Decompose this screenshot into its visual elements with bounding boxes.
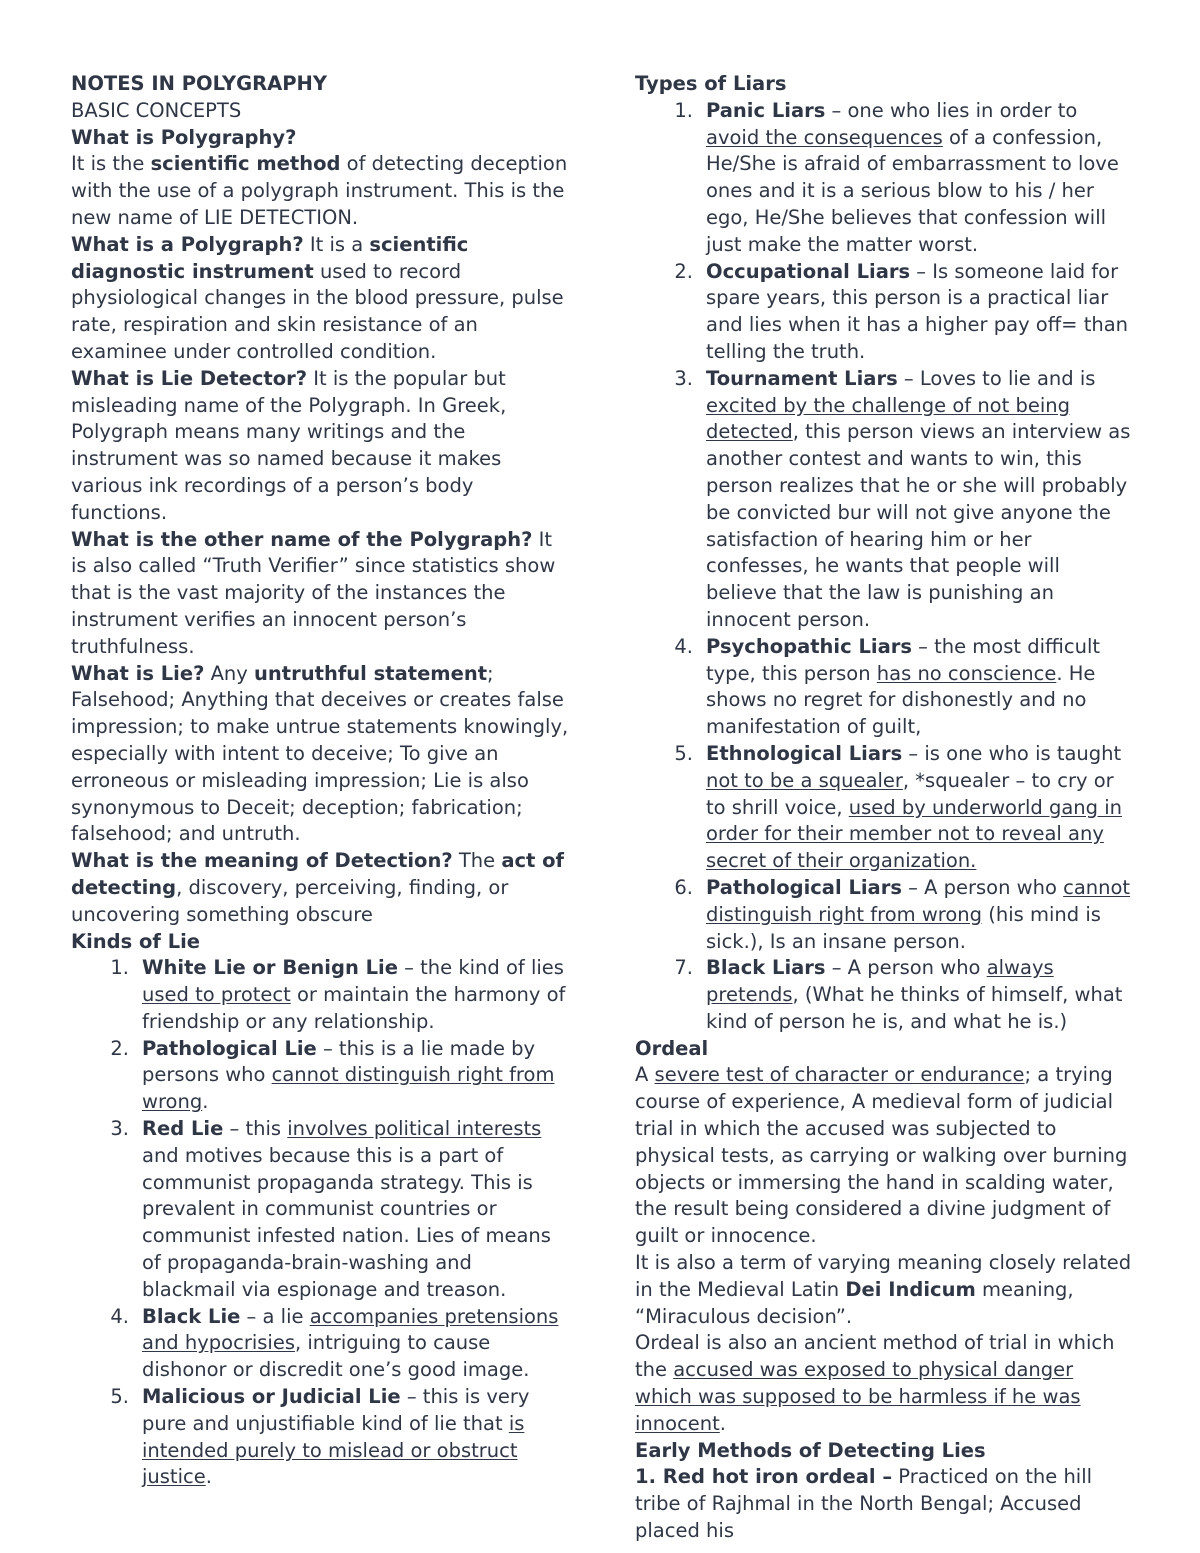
list-number: 3. [110, 1117, 129, 1141]
text-run: A [635, 1063, 655, 1087]
bold-text: What is the other name of the Polygraph? [71, 527, 533, 551]
bold-text: Types of Liars [635, 72, 787, 95]
text-run: . [719, 1411, 726, 1435]
list-number: 2. [110, 1036, 129, 1060]
text-run: – the most difficult type, this person [706, 634, 1101, 685]
paragraph [635, 1062, 1135, 1250]
underlined-text: involves political interests [287, 1117, 542, 1141]
underlined-text: avoid the consequences [706, 125, 943, 149]
text-run: and motives because this is a part of communist propaganda strategy. This is prevalent in communist countries or communist infested nation. Lies of means of propaganda-brain-washing and blackmail via espionage and treason. [142, 1143, 551, 1301]
bold-text: Early Methods of Detecting Lies [635, 1438, 986, 1462]
text-run: – Loves to lie and is [897, 366, 1096, 390]
list-item [635, 98, 1135, 259]
underlined-text: cannot distinguish right from wrong [142, 1063, 555, 1114]
text-run: – is one who is taught [902, 741, 1122, 765]
text-run: – a lie [240, 1304, 310, 1328]
list-item [635, 875, 1135, 955]
text-run: , intriguing to cause dishonor or discredit one’s good image. [142, 1331, 530, 1382]
underlined-text: accompanies pretensions and hypocrisies [142, 1304, 559, 1355]
paragraph [71, 661, 571, 849]
text-run: It is the [71, 152, 151, 176]
list-item [635, 366, 1135, 634]
bold-text: Occupational Liars [706, 259, 911, 283]
document-title: NOTES IN POLYGRAPHY [71, 72, 327, 95]
list-number: 6. [674, 875, 693, 899]
underlined-text: always pretends [706, 956, 1054, 1007]
list-number: 3. [674, 366, 693, 390]
section-heading [71, 125, 571, 152]
bold-text: Black Lie [142, 1304, 241, 1328]
text-run: or maintain the harmony of friendship or any relationship. [142, 983, 566, 1033]
list-number: 7. [674, 956, 693, 980]
underlined-text: cannot distinguish right from wrong [706, 875, 1131, 926]
bold-text: Black Liars [706, 956, 826, 980]
text-run: – the kind of lies [397, 956, 564, 980]
paragraph [71, 366, 571, 527]
list-item [71, 1036, 571, 1116]
bold-text: Panic Liars [706, 98, 826, 122]
bold-text: Pathological Liars [706, 875, 902, 899]
underlined-text: accused was exposed to physical danger which was supposed to be harmless if he was innocent [635, 1358, 1081, 1435]
section-heading [71, 929, 571, 956]
text-run: . [205, 1465, 212, 1489]
text-run: ; Falsehood; Anything that deceives or creates false impression; to make untrue statements knowingly, especially with intent to deceive; To give an erroneous or misleading impression; Lie is also synonymous to Deceit; deception; fabrication; falsehood; and untruth. [71, 661, 569, 846]
text-run: – this is very pure and unjustifiable kind of lie that [142, 1385, 530, 1435]
text-run: meaning, “Miraculous decision”. [635, 1277, 1074, 1328]
bold-text: untruthful statement [254, 661, 488, 685]
paragraph [635, 1330, 1135, 1437]
text-run: , (What he thinks of himself, what kind of person he is, and what he is.) [706, 983, 1123, 1033]
text-run: It is the popular but misleading name of the Polygraph. In Greek, Polygraph means many writings and the instrument was so named because it makes various ink recordings of a person’s body functions. [71, 366, 507, 524]
paragraph [71, 232, 571, 366]
bold-text: Ordeal [635, 1036, 709, 1060]
text-run: , this person views an interview as another contest and wants to win, this person realizes that he or she will probably be convicted bur will not give anyone the satisfaction of hearing him or her confesses, he wants that people will believe that the law is punishing an innocent person. [706, 420, 1131, 631]
text-run: . He shows no regret for dishonestly and no manifestation of guilt, [706, 661, 1096, 739]
bold-text: Red Lie [142, 1117, 224, 1141]
text-run: of detecting deception with the use of a polygraph instrument. This is the new name of LIE DETECTION. [71, 152, 568, 229]
text-run: – A person who [901, 875, 1064, 899]
text-run: – this is a lie made by persons who [142, 1036, 536, 1087]
bold-text: Psychopathic Liars [706, 634, 912, 658]
bold-text: Ethnological Liars [706, 741, 903, 765]
paragraph [635, 1250, 1135, 1330]
bold-text: White Lie or Benign Lie [142, 956, 398, 980]
paragraph [71, 151, 571, 231]
bold-text: Tournament Liars [706, 366, 898, 390]
document-subtitle: BASIC CONCEPTS [71, 98, 242, 122]
list-number: 1. [674, 98, 693, 122]
text-run: The [452, 849, 502, 873]
bold-text: 1. Red hot iron ordeal – [635, 1465, 893, 1489]
list-number: 5. [110, 1385, 129, 1409]
list-item [635, 259, 1135, 366]
bold-text: What is the meaning of Detection? [71, 849, 453, 873]
text-run: – Is someone laid for spare years, this person is a practical liar and lies when it has a higher pay off= than telling the truth. [706, 259, 1129, 363]
bold-text: Malicious or Judicial Lie [142, 1385, 401, 1409]
text-run: Ordeal is also an ancient method of trial in which the [635, 1331, 1115, 1382]
list-number: 5. [674, 741, 693, 765]
text-run: – this [223, 1117, 288, 1141]
text-run: , discovery, perceiving, finding, or uncovering something obscure [71, 875, 509, 926]
bold-text: scientific method [150, 152, 341, 176]
text-run: Practiced on the hill tribe of Rajhmal in the North Bengal; Accused placed his [635, 1465, 1093, 1543]
right-column [635, 71, 1135, 1545]
bold-text: scientific diagnostic instrument [71, 232, 469, 283]
text-run: ; a trying course of experience, A medieval form of judicial trial in which the accused was subjected to physical tests, as carrying or walking over burning objects or immersing the hand in scalding water, the result being considered a divine judgment of guilt or innocence. [635, 1063, 1128, 1248]
section-heading [635, 1036, 1135, 1063]
right-column-content [635, 71, 1135, 1545]
list-number: 1. [110, 956, 129, 980]
bold-text: What is Polygraphy? [71, 125, 297, 149]
left-column-content [71, 125, 571, 1492]
text-run: – A person who [825, 956, 987, 980]
numbered-list [635, 98, 1135, 1036]
section-heading [635, 71, 1135, 98]
list-number: 4. [674, 634, 693, 658]
text-run: It is a [303, 232, 370, 256]
bold-text: Pathological Lie [142, 1036, 317, 1060]
list-number: 4. [110, 1304, 129, 1328]
text-run: used to record physiological changes in the blood pressure, pulse rate, respiration and skin resistance of an examinee under controlled condition. [71, 259, 564, 363]
list-item [71, 1116, 571, 1304]
underlined-text: has no conscience [876, 661, 1057, 685]
bold-text: What is Lie? [71, 661, 205, 685]
bold-text: Dei Indicum [845, 1277, 976, 1301]
text-run: of a confession, He/She is afraid of embarrassment to love ones and it is a serious blow to his / her ego, He/She believes that confession will just make the matter worst. [706, 125, 1119, 256]
left-column [71, 71, 571, 1491]
paragraph [71, 527, 571, 661]
bold-text: act of detecting [71, 849, 565, 899]
text-run: It is also a term of varying meaning closely related in the Medieval Latin [635, 1251, 1132, 1301]
paragraph [71, 848, 571, 928]
text-run: It is also called “Truth Verifier” since statistics show that is the vast majority of the instances the instrument verifies an innocent person’s truthfulness. [71, 527, 556, 658]
paragraph [635, 1464, 1135, 1544]
underlined-text: used by underworld gang in order for their member not to reveal any secret of their organization. [706, 795, 1123, 873]
underlined-text: used to protect [142, 983, 291, 1007]
list-item [635, 634, 1135, 741]
list-number: 2. [674, 259, 693, 283]
list-item [71, 955, 571, 1035]
list-item [635, 741, 1135, 875]
text-run: , *squealer – to cry or to shrill voice, [706, 768, 1114, 819]
list-item [71, 1304, 571, 1384]
text-run: Any [204, 661, 255, 685]
bold-text: What is Lie Detector? [71, 366, 308, 390]
text-run: . [202, 1090, 209, 1114]
text-run: – one who lies in order to [825, 98, 1078, 122]
underlined-text: not to be a squealer [706, 768, 903, 792]
list-item [635, 955, 1135, 1035]
section-heading [635, 1438, 1135, 1465]
underlined-text: excited by the challenge of not being detected [706, 393, 1070, 444]
numbered-list [71, 955, 571, 1491]
underlined-text: is intended purely to mislead or obstruct justice [142, 1411, 525, 1489]
bold-text: Kinds of Lie [71, 929, 201, 953]
list-item [71, 1384, 571, 1491]
underlined-text: severe test of character or endurance [654, 1063, 1025, 1087]
bold-text: What is a Polygraph? [71, 232, 304, 256]
text-run: (his mind is sick.), Is an insane person. [706, 902, 1101, 953]
